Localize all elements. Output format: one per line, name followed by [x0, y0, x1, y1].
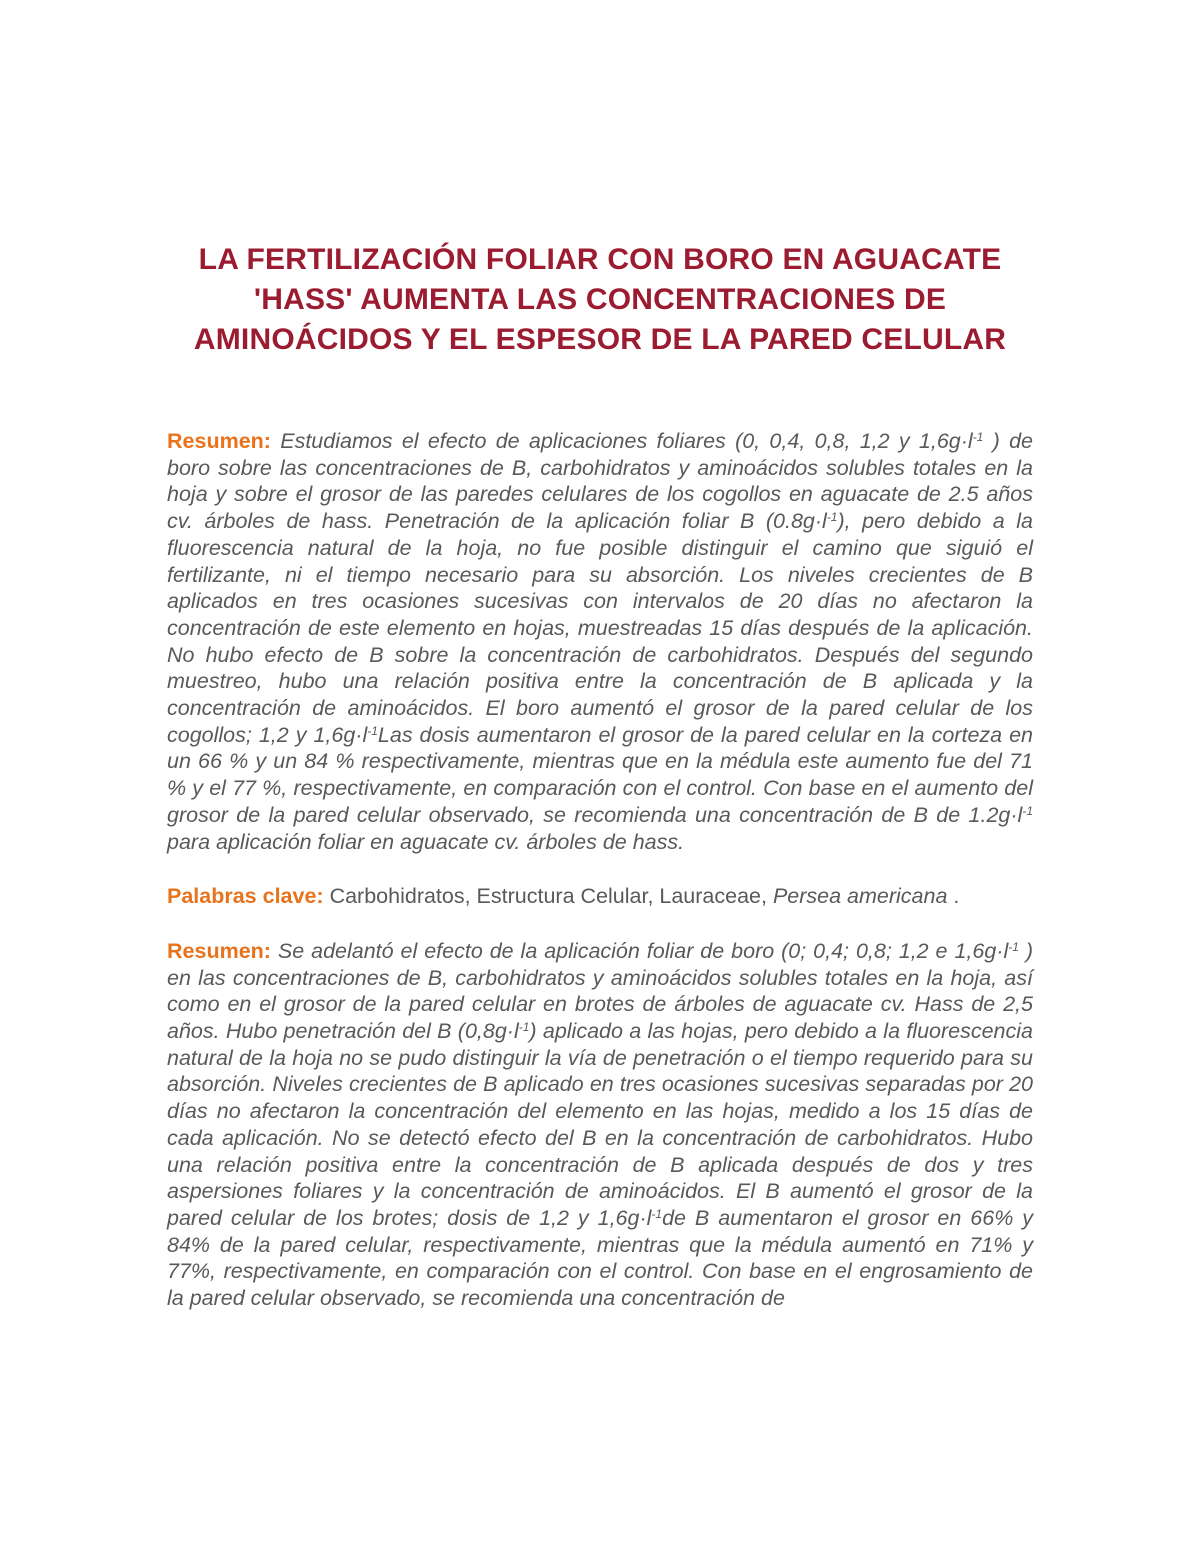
title-line-3: AMINOÁCIDOS Y EL ESPESOR DE LA PARED CELULAR	[193, 323, 1007, 356]
abstract-text: ) en las concentraciones de B, carbohidratos y aminoácidos solubles totales en la hoja, así como en el grosor de la pared celular en brotes de árboles de aguacate cv. Hass de 2,5 años. Hubo penetración del B (0,8g·l	[167, 938, 1033, 1044]
abstract-text: de B aumentaron el grosor en 66% y 84% de la pared celular, respectivamente, mientras que la médula aumentó en 71% y 77%, respectivamente, en comparación con el control. Con base en el engrosamiento de la pared celular observado, se recomienda una concentración de	[167, 1205, 1033, 1311]
keywords-species: Persea americana	[772, 884, 948, 909]
abstract-text: Las dosis aumentaron el grosor de la pared celular en la corteza en un 66 % y un 84 % respectivamente, mientras que en la médula este aumento fue del 71 % y el 77 %, respectivamente, en comparación con el control. Con base en el aumento del grosor de la pared celular observado, se recomienda una concentración de B de 1.2g·l	[167, 722, 1034, 827]
abstract-text: ), pero debido a la fluorescencia natural de la hoja, no fue posible distinguir el camino que siguió el fertilizante, ni el tiempo necesario para su absorción. Los niveles crecientes de B aplicados en tres ocasiones sucesivas con intervalos de 20 días no afectaron la concentración de este elemento en hojas, muestreadas 15 días después de la aplicación. No hubo efecto de B sobre la concentración de carbohidratos. Después del segundo muestreo, hubo una relación positiva entre la concentración de B aplicada y la concentración de aminoácidos. El boro aumentó el grosor de la pared celular de los cogollos; 1,2 y 1,6g·l	[167, 509, 1033, 747]
unit-superscript: -1	[1008, 939, 1019, 954]
abstract-second	[167, 938, 1033, 1312]
abstract-label: Resumen:	[167, 938, 271, 963]
abstract-text: Estudiamos el efecto de aplicaciones foliares (0, 0,4, 0,8, 1,2 y 1,6g·l	[270, 429, 973, 453]
unit-superscript: -1	[826, 510, 838, 525]
title-line-2: 'HASS' AUMENTA LAS CONCENTRACIONES DE	[253, 283, 947, 316]
keywords-label: Palabras clave:	[167, 884, 324, 909]
abstract-text: Se adelantó el efecto de la aplicación foliar de boro (0; 0,4; 0,8; 1,2 e 1,6g·l	[270, 938, 1009, 963]
unit-superscript: -1	[972, 430, 984, 444]
document-body	[167, 428, 1033, 1312]
abstract-text: ) aplicado a las hojas, pero debido a la fluorescencia natural de la hoja no se pudo distinguir la vía de penetración o el tiempo requerido para su absorción. Niveles crecientes de B aplicado en tres ocasiones sucesivas separadas por 20 días no afectaron la concentración del elemento en las hojas, medido a los 15 días de cada aplicación. No se detectó efecto del B en la concentración de carbohidratos. Hubo una relación positiva entre la concentración de B aplicada después de dos y tres aspersiones foliares y la concentración de aminoácidos. El B aumentó el grosor de la pared celular de los brotes; dosis de 1,2 y 1,6g·l	[167, 1019, 1033, 1230]
abstract-first	[167, 428, 1033, 855]
title-line-1: LA FERTILIZACIÓN FOLIAR CON BORO EN AGUACATE	[198, 243, 1002, 276]
abstract-text: para aplicación foliar en aguacate cv. árboles de hass.	[167, 829, 685, 854]
unit-superscript: -1	[367, 723, 378, 738]
unit-superscript: -1	[518, 1020, 530, 1035]
unit-superscript: -1	[651, 1206, 663, 1221]
abstract-label: Resumen:	[167, 429, 271, 453]
unit-superscript: -1	[1022, 803, 1033, 818]
keywords-paragraph	[167, 883, 1033, 910]
keywords-end: .	[947, 884, 960, 909]
abstract-text: ) de boro sobre las concentraciones de B, carbohidratos y aminoácidos solubles totales en la hoja y sobre el grosor de las paredes celulares de los cogollos en aguacate de 2.5 años cv. árboles de hass. Penetración de la aplicación foliar B (0.8g·l	[167, 429, 1033, 534]
document-title	[150, 240, 1050, 360]
keywords-text: Carbohidratos, Estructura Celular, Lauraceae,	[323, 884, 773, 909]
